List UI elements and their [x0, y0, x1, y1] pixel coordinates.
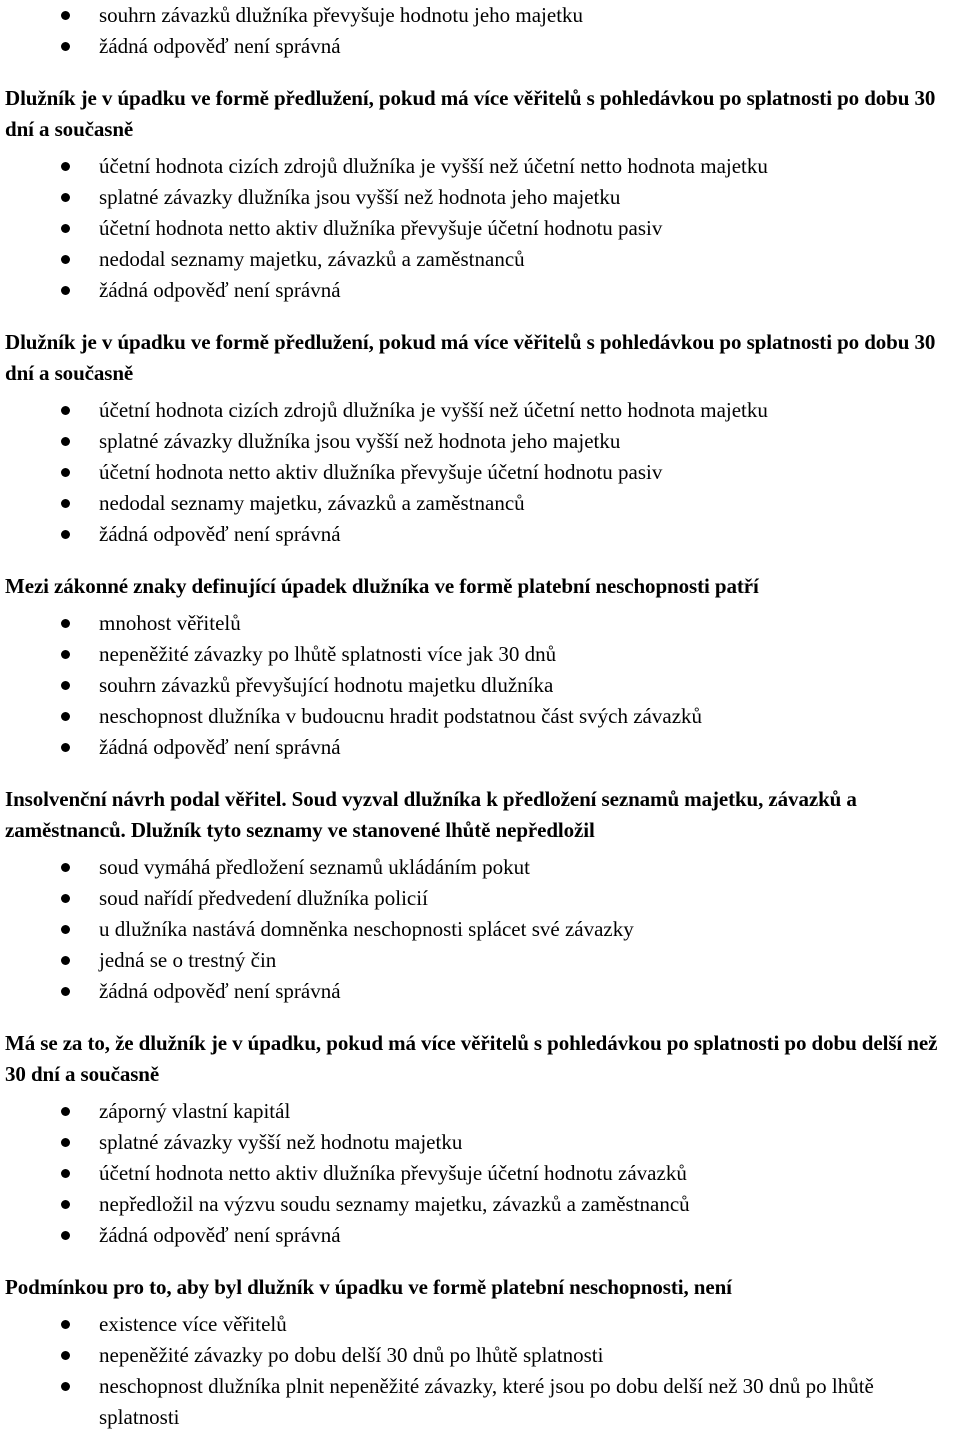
- answer-option: [0, 701, 960, 732]
- answer-option: [0, 914, 960, 945]
- answer-option-text: účetní hodnota netto aktiv dlužníka převyšuje účetní hodnotu pasiv: [99, 216, 663, 240]
- answer-option: [0, 1189, 960, 1220]
- answer-option-text: souhrn závazků dlužníka převyšuje hodnotu jeho majetku: [99, 3, 584, 27]
- answer-option: [0, 1371, 960, 1433]
- bullet-icon: [61, 681, 70, 690]
- bullet-icon: [61, 1138, 70, 1147]
- bullet-icon: [61, 224, 70, 233]
- answer-option: [0, 151, 960, 182]
- answer-option-text: nepeněžité závazky po dobu delší 30 dnů po lhůtě splatnosti: [99, 1343, 604, 1367]
- answer-option-text: splatné závazky vyšší než hodnotu majetku: [99, 1130, 463, 1154]
- question-text: Insolvenční návrh podal věřitel. Soud vyzval dlužníka k předložení seznamů majetku, závazků a zaměstnanců. Dlužník tyto seznamy ve stanovené lhůtě nepředložil: [5, 787, 857, 842]
- answer-option-text: účetní hodnota netto aktiv dlužníka převyšuje účetní hodnotu závazků: [99, 1161, 687, 1185]
- leading-options-list: [0, 0, 960, 62]
- answer-option: [0, 1220, 960, 1251]
- answer-option-text: existence více věřitelů: [99, 1312, 287, 1336]
- answer-option: [0, 883, 960, 914]
- answer-option-text: účetní hodnota netto aktiv dlužníka převyšuje účetní hodnotu pasiv: [99, 460, 663, 484]
- answer-option: [0, 31, 960, 62]
- answer-option: [0, 0, 960, 31]
- bullet-icon: [61, 406, 70, 415]
- answer-option-text: soud vymáhá předložení seznamů ukládáním pokut: [99, 855, 530, 879]
- bullet-icon: [61, 925, 70, 934]
- question-block: [0, 1272, 960, 1433]
- bullet-icon: [61, 863, 70, 872]
- bullet-icon: [61, 712, 70, 721]
- answer-option-text: nedodal seznamy majetku, závazků a zaměstnanců: [99, 247, 525, 271]
- question-block: [0, 1028, 960, 1251]
- question-block: [0, 327, 960, 550]
- answer-option-text: nedodal seznamy majetku, závazků a zaměstnanců: [99, 491, 525, 515]
- bullet-icon: [61, 1382, 70, 1391]
- bullet-icon: [61, 1320, 70, 1329]
- question-text: Mezi zákonné znaky definující úpadek dlužníka ve formě platební neschopnosti patří: [5, 574, 759, 598]
- bullet-icon: [61, 499, 70, 508]
- answer-option-text: splatné závazky dlužníka jsou vyšší než hodnota jeho majetku: [99, 429, 621, 453]
- answer-option: [0, 732, 960, 763]
- question-text: Dlužník je v úpadku ve formě předlužení, pokud má více věřitelů s pohledávkou po splatnosti po dobu 30 dní a současně: [5, 86, 936, 141]
- answer-list: [0, 395, 960, 550]
- answer-option: [0, 182, 960, 213]
- bullet-icon: [61, 894, 70, 903]
- answer-option-text: žádná odpověď není správná: [99, 278, 341, 302]
- answer-option: [0, 426, 960, 457]
- bullet-icon: [61, 619, 70, 628]
- answer-option-text: žádná odpověď není správná: [99, 34, 341, 58]
- question-text: Má se za to, že dlužník je v úpadku, pokud má více věřitelů s pohledávkou po splatnosti po dobu delší než 30 dní a současně: [5, 1031, 938, 1086]
- answer-option: [0, 395, 960, 426]
- answer-option: [0, 670, 960, 701]
- bullet-icon: [61, 193, 70, 202]
- answer-option-text: mnohost věřitelů: [99, 611, 241, 635]
- answer-option: [0, 608, 960, 639]
- bullet-icon: [61, 42, 70, 51]
- answer-list: [0, 1309, 960, 1433]
- answer-option-text: nepeněžité závazky po lhůtě splatnosti více jak 30 dnů: [99, 642, 557, 666]
- bullet-icon: [61, 743, 70, 752]
- answer-option-text: účetní hodnota cizích zdrojů dlužníka je vyšší než účetní netto hodnota majetku: [99, 154, 768, 178]
- answer-option: [0, 1309, 960, 1340]
- answer-option: [0, 976, 960, 1007]
- bullet-icon: [61, 255, 70, 264]
- answer-option: [0, 457, 960, 488]
- bullet-icon: [61, 162, 70, 171]
- answer-option: [0, 639, 960, 670]
- answer-option: [0, 213, 960, 244]
- bullet-icon: [61, 530, 70, 539]
- answer-option-text: neschopnost dlužníka v budoucnu hradit podstatnou část svých závazků: [99, 704, 703, 728]
- answer-option-text: žádná odpověď není správná: [99, 735, 341, 759]
- bullet-icon: [61, 468, 70, 477]
- answer-list: [0, 852, 960, 1007]
- question-text: Podmínkou pro to, aby byl dlužník v úpadku ve formě platební neschopnosti, není: [5, 1275, 732, 1299]
- bullet-icon: [61, 437, 70, 446]
- answer-option: [0, 275, 960, 306]
- answer-option-text: splatné závazky dlužníka jsou vyšší než hodnota jeho majetku: [99, 185, 621, 209]
- answer-option: [0, 519, 960, 550]
- bullet-icon: [61, 1169, 70, 1178]
- bullet-icon: [61, 1231, 70, 1240]
- answer-option: [0, 1158, 960, 1189]
- bullet-icon: [61, 650, 70, 659]
- answer-option-text: žádná odpověď není správná: [99, 979, 341, 1003]
- answer-list: [0, 1096, 960, 1251]
- bullet-icon: [61, 956, 70, 965]
- bullet-icon: [61, 11, 70, 20]
- answer-option-text: souhrn závazků převyšující hodnotu majetku dlužníka: [99, 673, 554, 697]
- question-block: [0, 784, 960, 1007]
- bullet-icon: [61, 1351, 70, 1360]
- answer-option-text: žádná odpověď není správná: [99, 1223, 341, 1247]
- answer-option-text: nepředložil na výzvu soudu seznamy majetku, závazků a zaměstnanců: [99, 1192, 690, 1216]
- answer-option-text: účetní hodnota cizích zdrojů dlužníka je vyšší než účetní netto hodnota majetku: [99, 398, 768, 422]
- answer-option: [0, 945, 960, 976]
- bullet-icon: [61, 286, 70, 295]
- bullet-icon: [61, 1200, 70, 1209]
- answer-option-text: jedná se o trestný čin: [99, 948, 277, 972]
- answer-option-text: neschopnost dlužníka plnit nepeněžité závazky, které jsou po dobu delší než 30 dnů po lhůtě splatnosti: [99, 1374, 874, 1429]
- question-text: Dlužník je v úpadku ve formě předlužení, pokud má více věřitelů s pohledávkou po splatnosti po dobu 30 dní a současně: [5, 330, 936, 385]
- answer-option-text: soud nařídí předvedení dlužníka policií: [99, 886, 428, 910]
- answer-option-text: u dlužníka nastává domněnka neschopnosti splácet své závazky: [99, 917, 634, 941]
- answer-option: [0, 1340, 960, 1371]
- question-block: [0, 83, 960, 306]
- answer-option: [0, 1127, 960, 1158]
- answer-list: [0, 608, 960, 763]
- answer-option: [0, 852, 960, 883]
- answer-list: [0, 151, 960, 306]
- bullet-icon: [61, 1107, 70, 1116]
- answer-option: [0, 244, 960, 275]
- bullet-icon: [61, 987, 70, 996]
- question-block: [0, 571, 960, 763]
- answer-option: [0, 488, 960, 519]
- answer-option-text: záporný vlastní kapitál: [99, 1099, 291, 1123]
- answer-option-text: žádná odpověď není správná: [99, 522, 341, 546]
- answer-option: [0, 1096, 960, 1127]
